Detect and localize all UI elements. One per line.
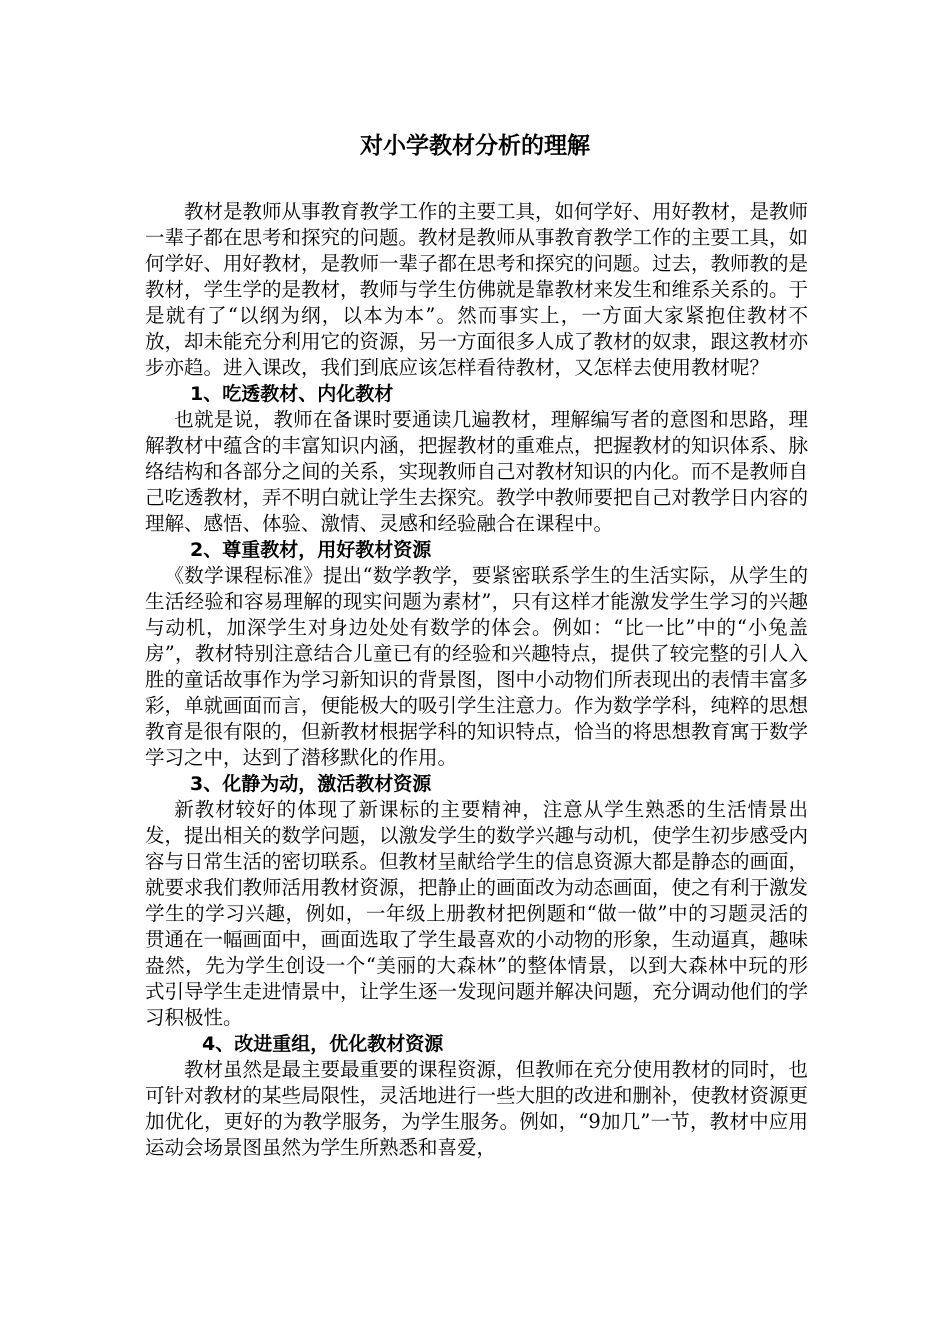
section-paragraph-4: 教材虽然是最主要最重要的课程资源，但教师在充分使用教材的同时，也可针对教材的某些局限性，灵活地进行一些大胆的改进和删补，使教材资源更加优化，更好的为教学服务，为学生服务。例如，“9加几”一节，教材中应用运动会场景图虽然为学生所熟悉和喜爱， xyxy=(145,1058,809,1159)
section-heading-3: 3、化静为动，激活教材资源 xyxy=(190,773,432,795)
document-body xyxy=(145,199,808,1161)
section-paragraph-1: 也就是说，教师在备课时要通读几遍教材，理解编写者的意图和思路，理解教材中蕴含的丰富知识内涵，把握教材的重难点，把握教材的知识体系、脉络结构和各部分之间的关系，实现教师自己对教材知识的内化。而不是教师自己吃透教材，弄不明白就让学生去探究。教学中教师要把自己对教学日内容的理解、感悟、体验、激情、灵感和经验融合在课程中。 xyxy=(145,408,809,535)
section-paragraph-2: 《数学课程标准》提出“数学教学，要紧密联系学生的生活实际，从学生的生活经验和容易理解的现实问题为素材”，只有这样才能激发学生学习的兴趣与动机，加深学生对身边处处有数学的体会。例如：“比一比”中的“小兔盖房”，教材特别注意结合儿童已有的经验和兴趣特点，提供了较完整的引人入胜的童话故事作为学习新知识的背景图，图中小动物们所表现出的表情丰富多彩，单就画面而言，便能极大的吸引学生注意力。作为数学学科，纯粹的思想教育是很有限的，但新教材根据学科的知识特点，恰当的将思想教育寓于数学学习之中，达到了潜移默化的作用。 xyxy=(145,564,809,769)
section-heading-4: 4、改进重组，优化教材资源 xyxy=(202,1033,444,1055)
section-paragraph-3: 新教材较好的体现了新课标的主要精神，注意从学生熟悉的生活情景出发，提出相关的数学问题，以激发学生的数学兴趣与动机，使学生初步感受内容与日常生活的密切联系。但教材呈献给学生的信息资源大都是静态的画面，就要求我们教师活用教材资源，把静止的画面改为动态画面，使之有利于激发学生的学习兴趣，例如，一年级上册教材把例题和“做一做”中的习题灵活的贯通在一幅画面中，画面选取了学生最喜欢的小动物的形象，生动逼真，趣味盎然，先为学生创设一个“美丽的大森林”的整体情景，以到大森林中玩的形式引导学生走进情景中，让学生逐一发现问题并解决问题，充分调动他们的学习积极性。 xyxy=(145,798,809,1029)
section-heading-1: 1、吃透教材、内化教材 xyxy=(190,383,394,405)
section-heading-2: 2、尊重教材，用好教材资源 xyxy=(190,539,432,561)
intro-paragraph: 教材是教师从事教育教学工作的主要工具，如何学好、用好教材，是教师一辈子都在思考和探究的问题。教材是教师从事教育教学工作的主要工具，如何学好、用好教材，是教师一辈子都在思考和探究的问题。过去，教师教的是教材，学生学的是教材，教师与学生仿佛就是靠教材来发生和维系关系的。于是就有了“以纲为纲，以本为本”。然而事实上，一方面大家紧抱住教材不放，却未能充分利用它的资源，另一方面很多人成了教材的奴隶，跟这教材亦步亦趋。进入课改，我们到底应该怎样看待教材，又怎样去使用教材呢？ xyxy=(145,200,809,379)
document-title: 对小学教材分析的理解 xyxy=(360,133,590,159)
